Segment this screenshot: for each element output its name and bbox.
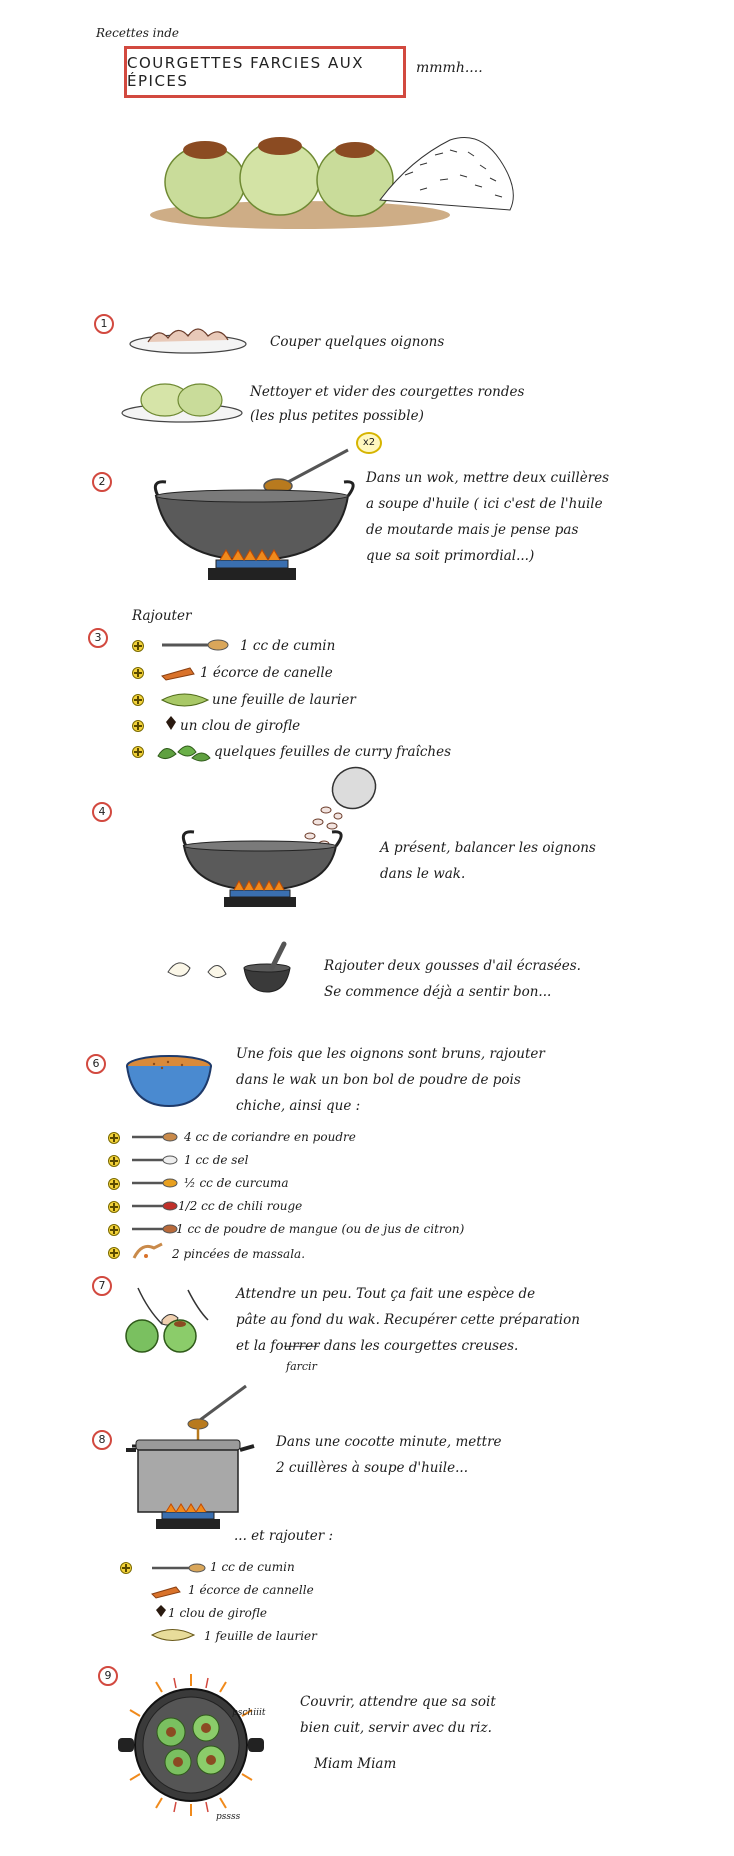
cinnamon-icon [150, 1584, 182, 1598]
garlic-mortar-icon [164, 942, 294, 1002]
step5-line2: Se commence déjà a sentir bon... [324, 984, 552, 1000]
step9-line1: Couvrir, attendre que sa soit [300, 1694, 496, 1710]
step8-item-4: 1 feuille de laurier [204, 1629, 317, 1643]
bay-leaf-icon [150, 1628, 196, 1642]
bullet-icon [132, 746, 144, 758]
step2-line1: Dans un wok, mettre deux cuillères [366, 470, 610, 486]
step3-item-3: une feuille de laurier [212, 692, 356, 708]
step2-line4: que sa soit primordial...) [366, 548, 535, 564]
spoon-icon [130, 1132, 178, 1142]
step9-signoff: Miam Miam [314, 1756, 397, 1772]
step3-item-2: 1 écorce de canelle [200, 665, 333, 681]
pinch-icon [132, 1240, 166, 1262]
bullet-icon [132, 720, 144, 732]
step-number-2: 2 [92, 472, 112, 492]
sound-effect-2: pssss [216, 1812, 241, 1822]
zucchini-plate-icon [120, 375, 245, 425]
step6-item-5: 1 cc de poudre de mangue (ou de jus de citron) [176, 1222, 465, 1236]
step-number-9: 9 [98, 1666, 118, 1686]
step2-line2: a soupe d'huile ( ici c'est de l'huile [366, 496, 603, 512]
step6-line1: Une fois que les oignons sont bruns, rajouter [236, 1046, 545, 1062]
step3-intro: Rajouter [132, 608, 192, 624]
bullet-icon [108, 1224, 120, 1236]
title-exclamation: mmmh.... [416, 60, 483, 76]
step8-line1: Dans une cocotte minute, mettre [276, 1434, 502, 1450]
recipe-title-text: COURGETTES FARCIES AUX ÉPICES [127, 54, 364, 90]
step6-item-1: 4 cc de coriandre en poudre [184, 1130, 356, 1144]
step8-line2: 2 cuillères à soupe d'huile... [276, 1460, 468, 1476]
step8-intro2: ... et rajouter : [234, 1528, 334, 1544]
hands-stuffing-zucchini-icon [118, 1280, 228, 1354]
bullet-icon [108, 1132, 120, 1144]
spoon-icon [150, 1563, 206, 1573]
bullet-icon [108, 1247, 120, 1259]
spoon-icon [130, 1155, 178, 1165]
step1-text: Couper quelques oignons [270, 334, 445, 350]
pressure-cooker-icon [126, 1380, 266, 1540]
step7-correction: farcir [286, 1360, 317, 1373]
bullet-icon [132, 640, 144, 652]
step8-item-2: 1 écorce de cannelle [188, 1583, 314, 1597]
clove-icon [162, 714, 180, 732]
multiplier-badge [356, 432, 382, 454]
bullet-icon [108, 1155, 120, 1167]
step6-item-3: ½ cc de curcuma [184, 1176, 289, 1190]
wok-with-spoon-icon [148, 440, 393, 585]
step-number-7: 7 [92, 1276, 112, 1296]
chickpea-flour-bowl-icon [124, 1050, 214, 1110]
bullet-icon [108, 1178, 120, 1190]
step4-line1: A présent, balancer les oignons [380, 840, 596, 856]
curry-leaves-icon [156, 740, 212, 762]
spoon-icon [160, 638, 230, 652]
spoon-icon [130, 1224, 178, 1234]
step9-line2: bien cuit, servir avec du riz. [300, 1720, 492, 1736]
step-number-3: 3 [88, 628, 108, 648]
clove-icon [154, 1604, 168, 1618]
step-number-4: 4 [92, 802, 112, 822]
step3-item-4: un clou de girofle [180, 718, 301, 734]
recipe-category: Recettes inde [96, 26, 180, 40]
bullet-icon [120, 1562, 132, 1574]
step7-line2: pâte au fond du wak. Recupérer cette préparation [236, 1312, 580, 1328]
bullet-icon [132, 694, 144, 706]
step7-line3: et la fou̶r̶r̶e̶r̶ dans les courgettes creuses. [236, 1338, 519, 1354]
cooking-pot-top-view-icon [116, 1670, 266, 1820]
recipe-title [124, 46, 406, 98]
sound-effect-1: pschiiit [232, 1708, 266, 1718]
step-number-8: 8 [92, 1430, 112, 1450]
step6-item-6: 2 pincées de massala. [172, 1247, 306, 1261]
step8-item-3: 1 clou de girofle [168, 1606, 267, 1620]
step6-line2: dans le wak un bon bol de poudre de pois [236, 1072, 521, 1088]
step1b-line1: Nettoyer et vider des courgettes rondes [250, 384, 525, 400]
step8-item-1: 1 cc de cumin [210, 1560, 295, 1574]
step1b-line2: (les plus petites possible) [250, 408, 424, 424]
bay-leaf-icon [160, 692, 210, 708]
multiplier-badge-text: x2 [362, 437, 376, 448]
onion-plate-icon [128, 318, 248, 354]
cinnamon-icon [160, 664, 198, 680]
wok-with-onions-icon [176, 760, 386, 920]
step3-item-5: quelques feuilles de curry fraîches [214, 744, 452, 760]
spoon-icon [130, 1201, 178, 1211]
step6-item-4: 1/2 cc de chili rouge [178, 1199, 303, 1213]
step-number-6: 6 [86, 1054, 106, 1074]
spoon-icon [130, 1178, 178, 1188]
bullet-icon [132, 667, 144, 679]
step4-line2: dans le wak. [380, 866, 466, 882]
stuffed-zucchini-illustration [150, 120, 550, 240]
step7-line1: Attendre un peu. Tout ça fait une espèce de [236, 1286, 536, 1302]
step3-item-1: 1 cc de cumin [240, 638, 336, 654]
step2-line3: de moutarde mais je pense pas [366, 522, 579, 538]
step6-item-2: 1 cc de sel [184, 1153, 249, 1167]
step-number-1: 1 [94, 314, 114, 334]
bullet-icon [108, 1201, 120, 1213]
step6-line3: chiche, ainsi que : [236, 1098, 361, 1114]
step5-line1: Rajouter deux gousses d'ail écrasées. [324, 958, 581, 974]
